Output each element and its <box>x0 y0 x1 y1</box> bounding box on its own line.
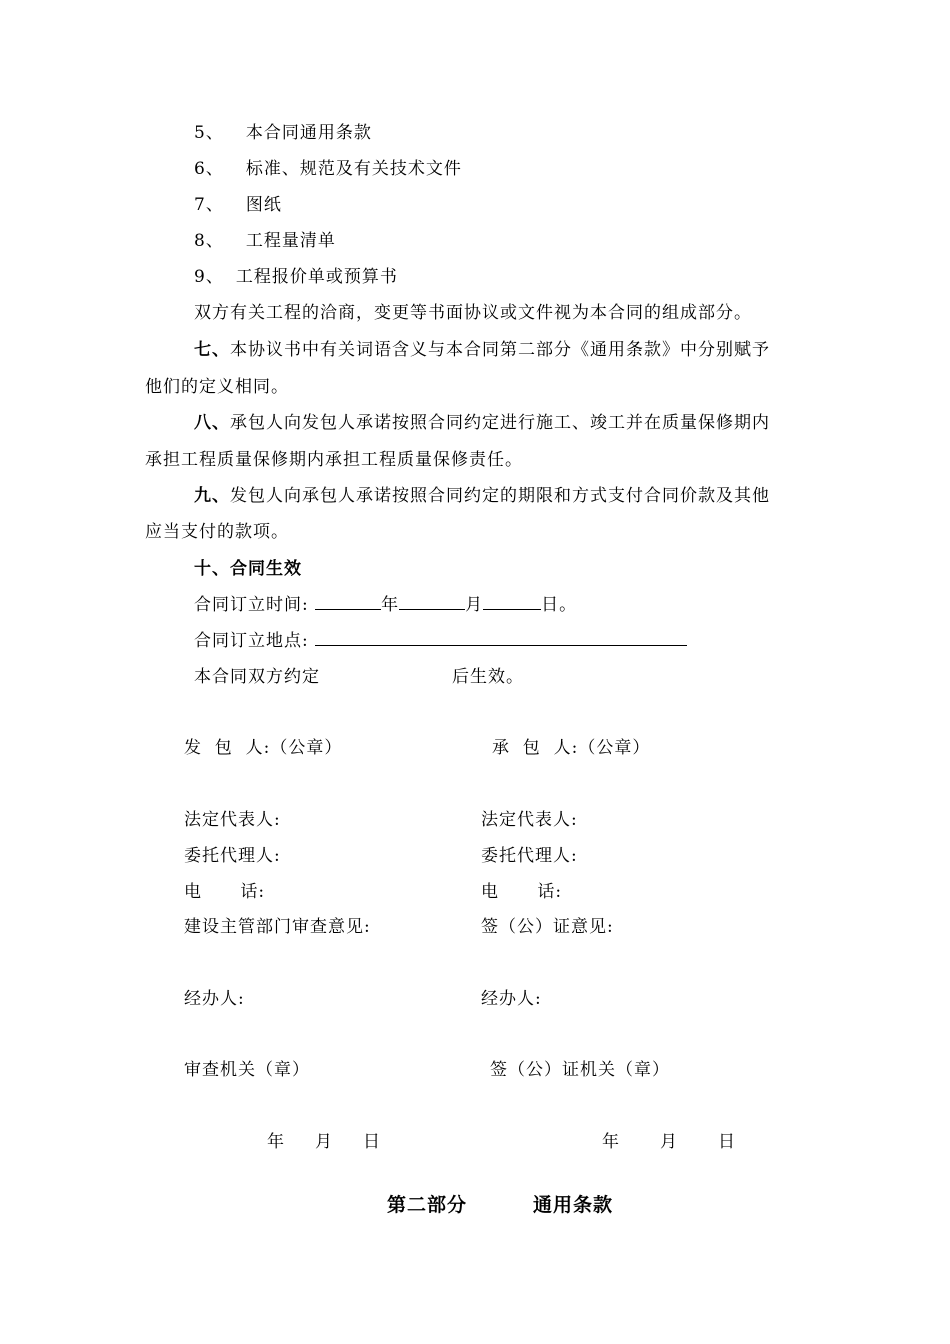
contract-place-line: 合同订立地点: <box>194 629 687 653</box>
clause-7-label: 七、 <box>194 340 230 360</box>
notary-date: 年 月 日 <box>602 1132 736 1152</box>
clause-8-line-1: 八、承包人向发包人承诺按照合同约定进行施工、竣工并在质量保修期内 <box>194 413 770 433</box>
notary-authority: 签（公）证机关（章） <box>490 1060 670 1080</box>
clause-9-line-2: 应当支付的款项。 <box>145 522 289 542</box>
clause-9-label: 九、 <box>194 486 230 506</box>
clause-7-line-1: 七、本协议书中有关词语含义与本合同第二部分《通用条款》中分别赋予 <box>194 340 770 360</box>
list-item-6: 6、 标准、规范及有关技术文件 <box>194 159 462 179</box>
review-handler: 经办人: <box>184 989 245 1009</box>
review-authority: 审查机关（章） <box>184 1060 310 1080</box>
notary-handler: 经办人: <box>481 989 542 1009</box>
contractor-legal-rep: 法定代表人: <box>481 810 578 830</box>
contractor-seal: 承 包 人:（公章） <box>492 738 651 758</box>
clause-7-line-2: 他们的定义相同。 <box>145 377 289 397</box>
day-blank[interactable] <box>483 593 541 610</box>
paragraph-negotiation: 双方有关工程的洽商，变更等书面协议或文件视为本合同的组成部分。 <box>194 303 752 323</box>
employer-agent: 委托代理人: <box>184 846 281 866</box>
clause-8-label: 八、 <box>194 413 230 433</box>
employer-seal: 发 包 人:（公章） <box>184 738 343 758</box>
clause-9-line-1: 九、发包人向承包人承诺按照合同约定的期限和方式支付合同价款及其他 <box>194 486 770 506</box>
month-blank[interactable] <box>399 593 465 610</box>
employer-legal-rep: 法定代表人: <box>184 810 281 830</box>
year-blank[interactable] <box>315 593 381 610</box>
employer-phone: 电 话: <box>184 882 266 902</box>
part-two-title: 通用条款 <box>533 1194 614 1216</box>
part-two-label: 第二部分 <box>387 1194 468 1216</box>
list-item-5: 5、 本合同通用条款 <box>194 123 372 143</box>
clause-8-line-2: 承担工程质量保修期内承担工程质量保修责任。 <box>145 450 523 470</box>
contractor-phone: 电 话: <box>481 882 563 902</box>
review-opinion: 建设主管部门审查意见: <box>184 917 371 937</box>
part-two-heading <box>387 1190 613 1217</box>
effect-after: 后生效。 <box>452 667 524 687</box>
review-date: 年 月 日 <box>267 1132 381 1152</box>
list-item-8: 8、 工程量清单 <box>194 231 336 251</box>
list-item-9: 9、 工程报价单或预算书 <box>194 267 398 287</box>
place-blank[interactable] <box>315 629 687 646</box>
contract-time-line: 合同订立时间: 年 月 日。 <box>194 595 578 615</box>
list-item-7: 7、 图纸 <box>194 195 282 215</box>
effect-before: 本合同双方约定 <box>194 667 320 687</box>
notary-opinion: 签（公）证意见: <box>481 917 614 937</box>
clause-10-heading: 十、合同生效 <box>194 559 302 579</box>
contractor-agent: 委托代理人: <box>481 846 578 866</box>
